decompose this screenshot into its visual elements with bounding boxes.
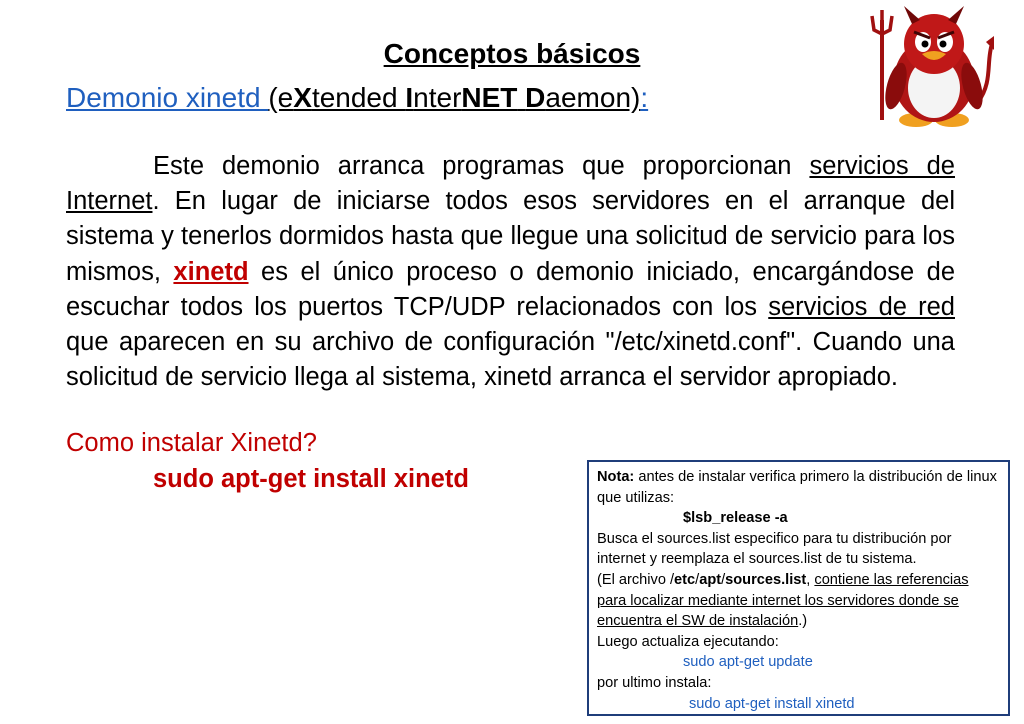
page-title: Conceptos básicos	[383, 38, 641, 69]
note-cmd-lsb: $lsb_release -a	[683, 510, 788, 527]
install-command: sudo apt-get install xinetd	[153, 465, 469, 493]
note-install-label: por ultimo instala:	[597, 674, 712, 691]
install-question: Como instalar Xinetd?	[66, 429, 317, 457]
note-update-label: Luego actualiza ejecutando:	[597, 633, 779, 650]
note-cmd-update: sudo apt-get update	[683, 654, 813, 671]
link-servicios-internet[interactable]: servicios de Internet	[66, 152, 955, 216]
subtitle-colon: :	[640, 82, 649, 113]
subtitle-name: Demonio xinetd	[66, 82, 269, 113]
subtitle-expansion: (eXtended InterNET Daemon)	[268, 82, 641, 113]
keyword-xinetd: xinetd	[173, 257, 249, 286]
description-paragraph: Este demonio arranca programas que proporcionan servicios de Internet. En lugar de iniciarse todos esos servidores en el arranque del sistema y tenerlos dormidos hasta que llegue una solicitud de servicio para los mismos, xinetd es el único proceso o demonio iniciado, encargándose de escuchar todos los puertos TCP/UDP relacionados con los servicios de red que aparecen en su archivo de configuración "/etc/xinetd.conf". Cuando una solicitud de servicio llega al sistema, xinetd arranca el servidor apropiado.	[66, 152, 955, 392]
note-cmd-install: sudo apt-get install xinetd	[689, 695, 855, 712]
link-servicios-red[interactable]: servicios de red	[768, 292, 955, 321]
note-file-explanation: (El archivo /etc/apt/sources.list, contiene las referencias para localizar mediante internet los servidores donde se encuentra el SW de instalación.)	[597, 571, 969, 630]
note-intro: Nota: antes de instalar verifica primero la distribución de linux que utilizas:	[597, 469, 997, 506]
note-box	[587, 460, 1010, 716]
devil-tux-penguin-icon	[868, 2, 998, 132]
page-subtitle	[66, 79, 648, 117]
note-label: Nota:	[597, 469, 635, 485]
note-sources: Busca el sources.list especifico para tu distribución por internet y reemplaza el sources.list de tu sistema.	[597, 530, 952, 568]
